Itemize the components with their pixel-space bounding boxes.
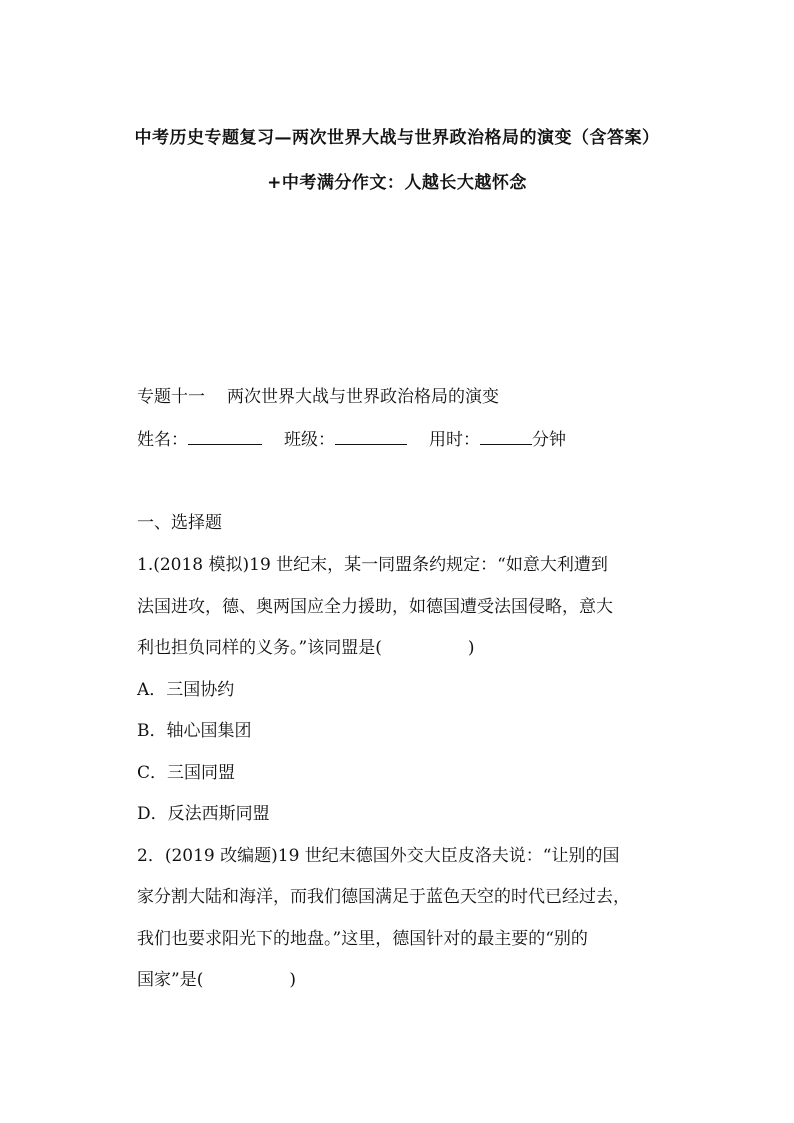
question-1-option-d: D．反法西斯同盟 [137,804,270,824]
question-1-option-a: A．三国协约 [137,680,235,700]
question-1-paren-close: ) [467,638,475,658]
class-blank[interactable] [335,429,407,445]
topic-title: 两次世界大战与世界政治格局的演变 [227,387,499,407]
document-title-line-1: 中考历史专题复习—两次世界大战与世界政治格局的演变（含答案） [134,128,660,148]
document-title-line-2: +中考满分作文：人越长大越怀念 [267,173,527,193]
question-1-stem-end: 利也担负同样的义务。”该同盟是( [137,638,382,658]
question-1-line-2: 法国进攻，德、奥两国应全力援助，如德国遭受法国侵略，意大 [137,597,613,617]
info-row [137,425,566,450]
question-1-line-1: 1.(2018 模拟)19 世纪末，某一同盟条约规定：“如意大利遭到 [137,555,608,575]
name-blank[interactable] [188,429,262,445]
time-blank[interactable] [480,429,532,445]
section-heading: 一、选择题 [137,513,222,533]
question-2-stem-end: 国家”是( [137,970,204,990]
question-1-line-3 [137,633,474,658]
time-unit: 分钟 [532,430,566,450]
question-2-line-4 [137,965,296,990]
question-1-option-c: C．三国同盟 [137,763,236,783]
question-2-paren-close: ) [289,970,296,990]
time-label: 用时： [429,430,480,450]
topic-heading [137,382,499,407]
question-2-line-1: 2．(2019 改编题)19 世纪末德国外交大臣皮洛夫说：“让别的国 [137,846,620,866]
topic-label: 专题十一 [137,387,205,407]
question-2-line-3: 我们也要求阳光下的地盘。”这里，德国针对的最主要的“别的 [137,929,588,949]
class-label: 班级： [284,430,335,450]
question-1-option-b: B．轴心国集团 [137,721,252,741]
question-2-line-2: 家分割大陆和海洋，而我们德国满足于蓝色天空的时代已经过去， [137,887,630,907]
name-label: 姓名： [137,430,188,450]
